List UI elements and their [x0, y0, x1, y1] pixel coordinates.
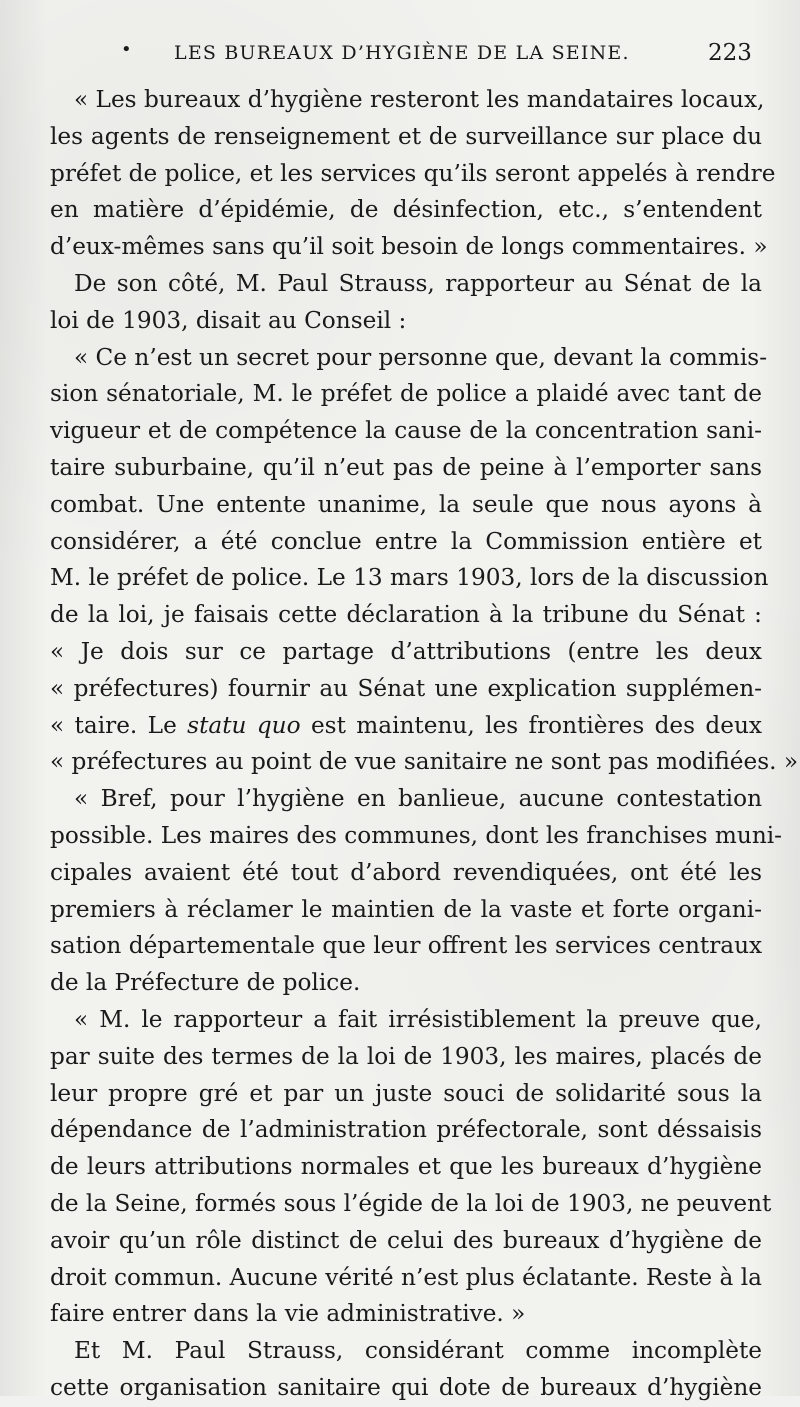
text-line: De son côté, M. Paul Strauss, rapporteur au Sénat de la [74, 269, 762, 297]
body-text [50, 82, 799, 1407]
running-head [0, 37, 800, 77]
text-line: par suite des termes de la loi de 1903, les maires, placés de [50, 1042, 762, 1070]
text-line: avoir qu’un rôle distinct de celui des bureaux d’hygiène de [50, 1226, 762, 1254]
text-line: de la Seine, formés sous l’égide de la loi de 1903, ne peuvent [50, 1189, 772, 1217]
text-line: cette organisation sanitaire qui dote de bureaux d’hygiène [50, 1373, 762, 1401]
text-line: en matière d’épidémie, de désinfection, etc., s’entendent [50, 196, 762, 224]
text-line: « taire. Le statu quo est maintenu, les frontières des deux [50, 711, 763, 739]
text-line: possible. Les maires des communes, dont les franchises muni- [50, 821, 783, 849]
text-line: « Bref, pour l’hygiène en banlieue, aucune contestation [74, 785, 762, 813]
text-line: d’eux-mêmes sans qu’il soit besoin de longs commentaires. » [50, 233, 768, 261]
text-line: « Je dois sur ce partage d’attributions (entre les deux [50, 637, 762, 665]
text-line: « préfectures au point de vue sanitaire ne sont pas modifiées. » [50, 748, 799, 776]
page-number: 223 [708, 40, 752, 66]
italic-phrase: statu quo [187, 711, 301, 739]
text-line: préfet de police, et les services qu’ils seront appelés à rendre [50, 159, 776, 187]
text-line: de leurs attributions normales et que les bureaux d’hygiène [50, 1153, 762, 1181]
text-line: cipales avaient été tout d’abord revendiquées, ont été les [50, 858, 762, 886]
running-title: LES BUREAUX D’HYGIÈNE DE LA SEINE. [174, 42, 630, 64]
text-line: droit commun. Aucune vérité n’est plus éclatante. Reste à la [50, 1263, 762, 1291]
text-line: « Ce n’est un secret pour personne que, devant la commis- [74, 343, 768, 371]
text-line: sion sénatoriale, M. le préfet de police a plaidé avec tant de [50, 380, 762, 408]
text-line: les agents de renseignement et de surveillance sur place du [50, 122, 762, 150]
text-line: loi de 1903, disait au Conseil : [50, 306, 407, 334]
text-line: taire suburbaine, qu’il n’eut pas de peine à l’emporter sans [50, 453, 762, 481]
text-line: faire entrer dans la vie administrative. » [50, 1300, 526, 1328]
header-bullet: • [121, 39, 132, 60]
text-line: premiers à réclamer le maintien de la vaste et forte organi- [50, 895, 762, 923]
text-line: de la loi, je faisais cette déclaration à la tribune du Sénat : [50, 601, 762, 629]
text-line: leur propre gré et par un juste souci de solidarité sous la [50, 1079, 762, 1107]
text-line: combat. Une entente unanime, la seule que nous ayons à [50, 490, 762, 518]
text-line: considérer, a été conclue entre la Commission entière et [50, 527, 762, 555]
text-line: sation départementale que leur offrent les services centraux [50, 932, 763, 960]
text-line: dépendance de l’administration préfectorale, sont déssaisis [50, 1116, 762, 1144]
text-line: « préfectures) fournir au Sénat une explication supplémen- [50, 674, 762, 702]
text-line: de la Préfecture de police. [50, 969, 361, 997]
text-line: Et M. Paul Strauss, considérant comme incomplète [74, 1337, 762, 1365]
text-line: M. le préfet de police. Le 13 mars 1903, lors de la discussion [50, 564, 769, 592]
text-line: « Les bureaux d’hygiène resteront les mandataires locaux, [74, 86, 765, 113]
text-line: vigueur et de compétence la cause de la concentration sani- [50, 417, 762, 445]
text-line: « M. le rapporteur a fait irrésistiblement la preuve que, [74, 1005, 762, 1033]
